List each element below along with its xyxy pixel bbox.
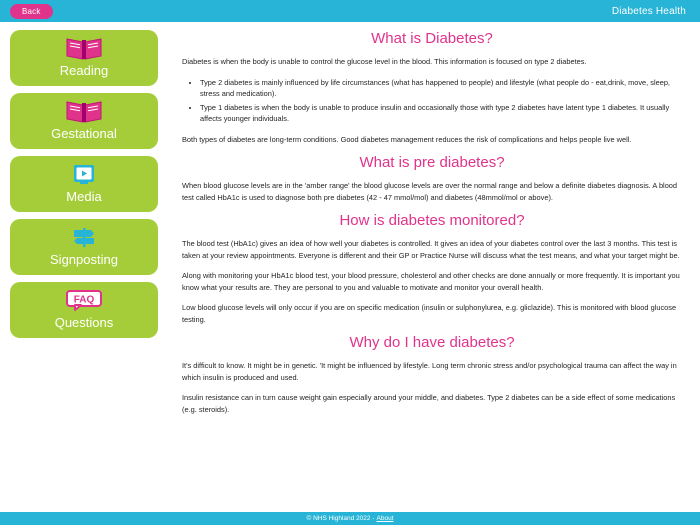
section-heading: How is diabetes monitored?: [339, 212, 525, 229]
section-paragraph: The blood test (HbA1c) gives an idea of how well your diabetes is controlled. It gives an idea of your diabetes control over the last 3 months. This test is taken at your review appointments. Everyone is different and their GP or Practice Nurse will discuss what the test means, and what your target might be.: [182, 239, 680, 260]
sidebar-item-label: Signposting: [50, 252, 118, 267]
article-content: [168, 22, 700, 512]
sidebar-item-label: Gestational: [51, 126, 117, 141]
section-paragraph: Low blood glucose levels will only occur if you are on specific medication (insulin or sulphonylurea, e.g. gliclazide). This is monitored with blood glucose testing.: [182, 303, 677, 324]
footer-bar: [0, 512, 700, 525]
section-paragraph: Diabetes is when the body is unable to control the glucose level in the blood. This information is focused on type 2 diabetes.: [182, 57, 587, 66]
open-book-icon: [65, 34, 103, 62]
video-player-icon: [71, 160, 97, 188]
sidebar-item-questions[interactable]: [10, 282, 158, 338]
sidebar-item-gestational[interactable]: [10, 93, 158, 149]
footer-copyright: © NHS Highland 2022 -: [306, 515, 375, 522]
svg-text:FAQ: FAQ: [73, 294, 95, 306]
section-heading: Why do I have diabetes?: [349, 334, 515, 351]
section-paragraph: When blood glucose levels are in the 'amber range' the blood glucose levels are over the normal range and below a definite diabetes diagnosis. A blood test called HbA1c is used to diagnose both pre diabetes (42 - 47 mmol/mol) and diabetes (48mmol/mol or above).: [182, 181, 678, 202]
sidebar-item-media[interactable]: [10, 156, 158, 212]
back-button[interactable]: Back: [10, 4, 53, 19]
body-area: [0, 22, 700, 512]
sidebar-item-label: Questions: [54, 315, 114, 330]
sidebar-item-signposting[interactable]: [10, 219, 158, 275]
section-paragraph: Both types of diabetes are long-term conditions. Good diabetes management reduces the risk of complications and helps people live well.: [182, 134, 632, 144]
section-bullet-list: [182, 77, 682, 125]
app-title: Diabetes Health: [611, 5, 686, 17]
open-book-icon: [65, 97, 103, 125]
sidebar-item-label: Media: [66, 189, 102, 204]
list-item: • Type 1 diabetes is when the body is unable to produce insulin and occasionally those with type 2 diabetes have latent type 1 diabetes. It usually affects younger individuals.: [200, 102, 682, 125]
section-paragraph: It's difficult to know. It might be in genetic. 'It might be influenced by lifestyle. Long term chronic stress and/or psychological trauma can affect the way in which insulin is produced and used.: [182, 361, 677, 382]
section-paragraph: Along with monitoring your HbA1c blood test, your blood pressure, cholesterol and other checks are done annually or more frequently. It is important you know what your results are. They are personal to you and valuable to motivate and monitor your overall health.: [182, 271, 680, 292]
section-paragraph: Insulin resistance can in turn cause weight gain especially around your middle, and diabetes. Type 2 diabetes can be a side effect of some medications (e.g. steroids).: [182, 393, 676, 414]
top-bar: [0, 0, 700, 22]
signpost-icon: [71, 223, 97, 251]
footer-about-link[interactable]: About: [376, 515, 394, 522]
sidebar: [0, 22, 168, 512]
list-item: • Type 2 diabetes is mainly influenced by life circumstances (what has happened to people) and lifestyle (what people do - eat,drink, move, sleep, stress and medication).: [200, 77, 682, 100]
section-heading: What is Diabetes?: [371, 30, 493, 47]
sidebar-item-label: Reading: [59, 63, 109, 78]
faq-icon: [62, 286, 106, 314]
sidebar-item-reading[interactable]: [10, 30, 158, 86]
section-heading: What is pre diabetes?: [359, 154, 505, 171]
